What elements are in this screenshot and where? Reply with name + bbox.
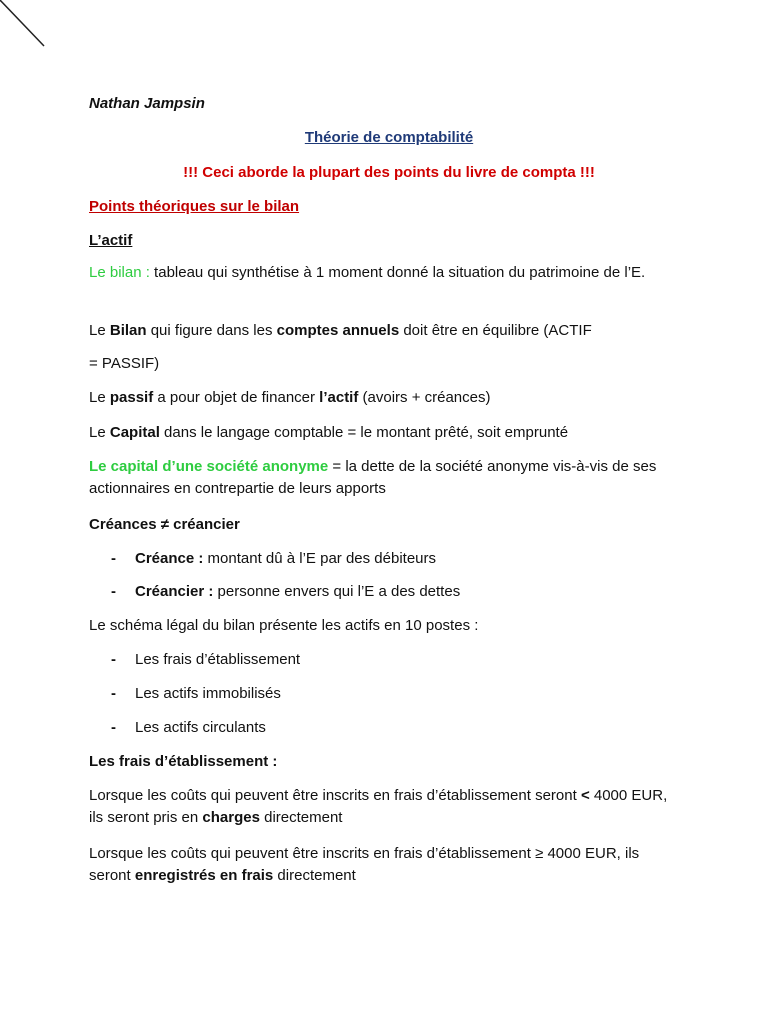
passif-line	[89, 387, 491, 409]
frais-paragraph-1	[89, 785, 679, 829]
passif-p3: (avoirs + créances)	[358, 389, 491, 406]
passif-p2: a pour objet de financer	[153, 389, 320, 406]
bullet-dash: -	[111, 550, 116, 567]
capital-line	[89, 422, 568, 444]
capital-bold: Capital	[109, 424, 160, 441]
corner-fold-line	[0, 0, 60, 60]
frais-p1-text1: Lorsque les coûts qui peuvent être inscrits en frais d’établissement seront	[89, 787, 581, 804]
subsection-heading-actif: L’actif	[89, 232, 133, 249]
bullet-dash: -	[111, 651, 116, 668]
equilibre-line-2: = PASSIF)	[89, 355, 160, 372]
equilibre-p1: Le	[89, 322, 110, 339]
creancier-term: Créancier :	[135, 583, 214, 600]
frais-p1-text3: directement	[259, 809, 343, 826]
frais-p2-text1: Lorsque les coûts qui peuvent être inscrits en frais d’établissement ≥ 4000 EUR, ils seront	[89, 845, 640, 884]
warning-row	[89, 162, 689, 184]
passif-bold: passif	[109, 389, 154, 406]
creancier-text: personne envers qui l’E a des dettes	[213, 583, 461, 600]
document-title: Théorie de comptabilité	[304, 129, 474, 146]
equilibre-comptes-bold: comptes annuels	[276, 322, 400, 339]
frais-p2-text2: directement	[273, 867, 356, 884]
capital-sa-term: Le capital d’une société anonyme	[89, 458, 329, 475]
frais-p2-enregistres: enregistrés en frais	[134, 867, 274, 884]
bilan-definition	[89, 262, 679, 284]
actif-bold: l’actif	[319, 389, 359, 406]
schema-bullet-text: Les actifs circulants	[135, 719, 266, 736]
frais-p1-charges: charges	[202, 809, 260, 826]
creance-term: Créance :	[135, 550, 204, 567]
bullet-dash: -	[111, 583, 116, 600]
schema-text: Le schéma légal du bilan présente les actifs en 10 postes :	[89, 617, 479, 634]
bullet-dash: -	[111, 685, 116, 702]
bilan-text: tableau qui synthétise à 1 moment donné la situation du patrimoine de l’E.	[149, 264, 646, 281]
frais-p1-text2: 4000 EUR, ils seront pris en	[89, 787, 668, 826]
capital-sa-definition	[89, 456, 679, 500]
creance-text: montant dû à l’E par des débiteurs	[203, 550, 437, 567]
list-item-creance	[111, 548, 436, 570]
frais-p1-lt: <	[580, 787, 590, 804]
creances-heading: Créances ≠ créancier	[89, 516, 240, 533]
frais-paragraph-2	[89, 843, 679, 887]
equilibre-line-1	[89, 320, 592, 342]
capital-sa-text: = la dette de la société anonyme vis-à-vis de ses actionnaires en contrepartie de leurs apports	[89, 458, 657, 497]
list-item-frais	[111, 649, 300, 671]
schema-bullet-text: Les actifs immobilisés	[135, 685, 281, 702]
equilibre-bilan-bold: Bilan	[109, 322, 147, 339]
capital-p1: Le	[89, 424, 110, 441]
equilibre-p2: qui figure dans les	[146, 322, 277, 339]
list-item-creancier	[111, 581, 460, 603]
equilibre-p3: doit être en équilibre (ACTIF	[399, 322, 592, 339]
document-title-row	[89, 127, 689, 149]
list-item-circulants	[111, 717, 266, 739]
passif-p1: Le	[89, 389, 110, 406]
warning-text: !!! Ceci aborde la plupart des points du livre de compta !!!	[183, 164, 595, 181]
bullet-dash: -	[111, 719, 116, 736]
frais-heading: Les frais d’établissement :	[89, 753, 278, 770]
capital-p2: dans le langage comptable = le montant prêté, soit emprunté	[159, 424, 569, 441]
section-heading-bilan: Points théoriques sur le bilan	[89, 198, 300, 215]
schema-bullet-text: Les frais d’établissement	[135, 651, 301, 668]
bilan-term: Le bilan :	[89, 264, 150, 281]
list-item-immobilises	[111, 683, 281, 705]
author-name: Nathan Jampsin	[89, 95, 205, 112]
